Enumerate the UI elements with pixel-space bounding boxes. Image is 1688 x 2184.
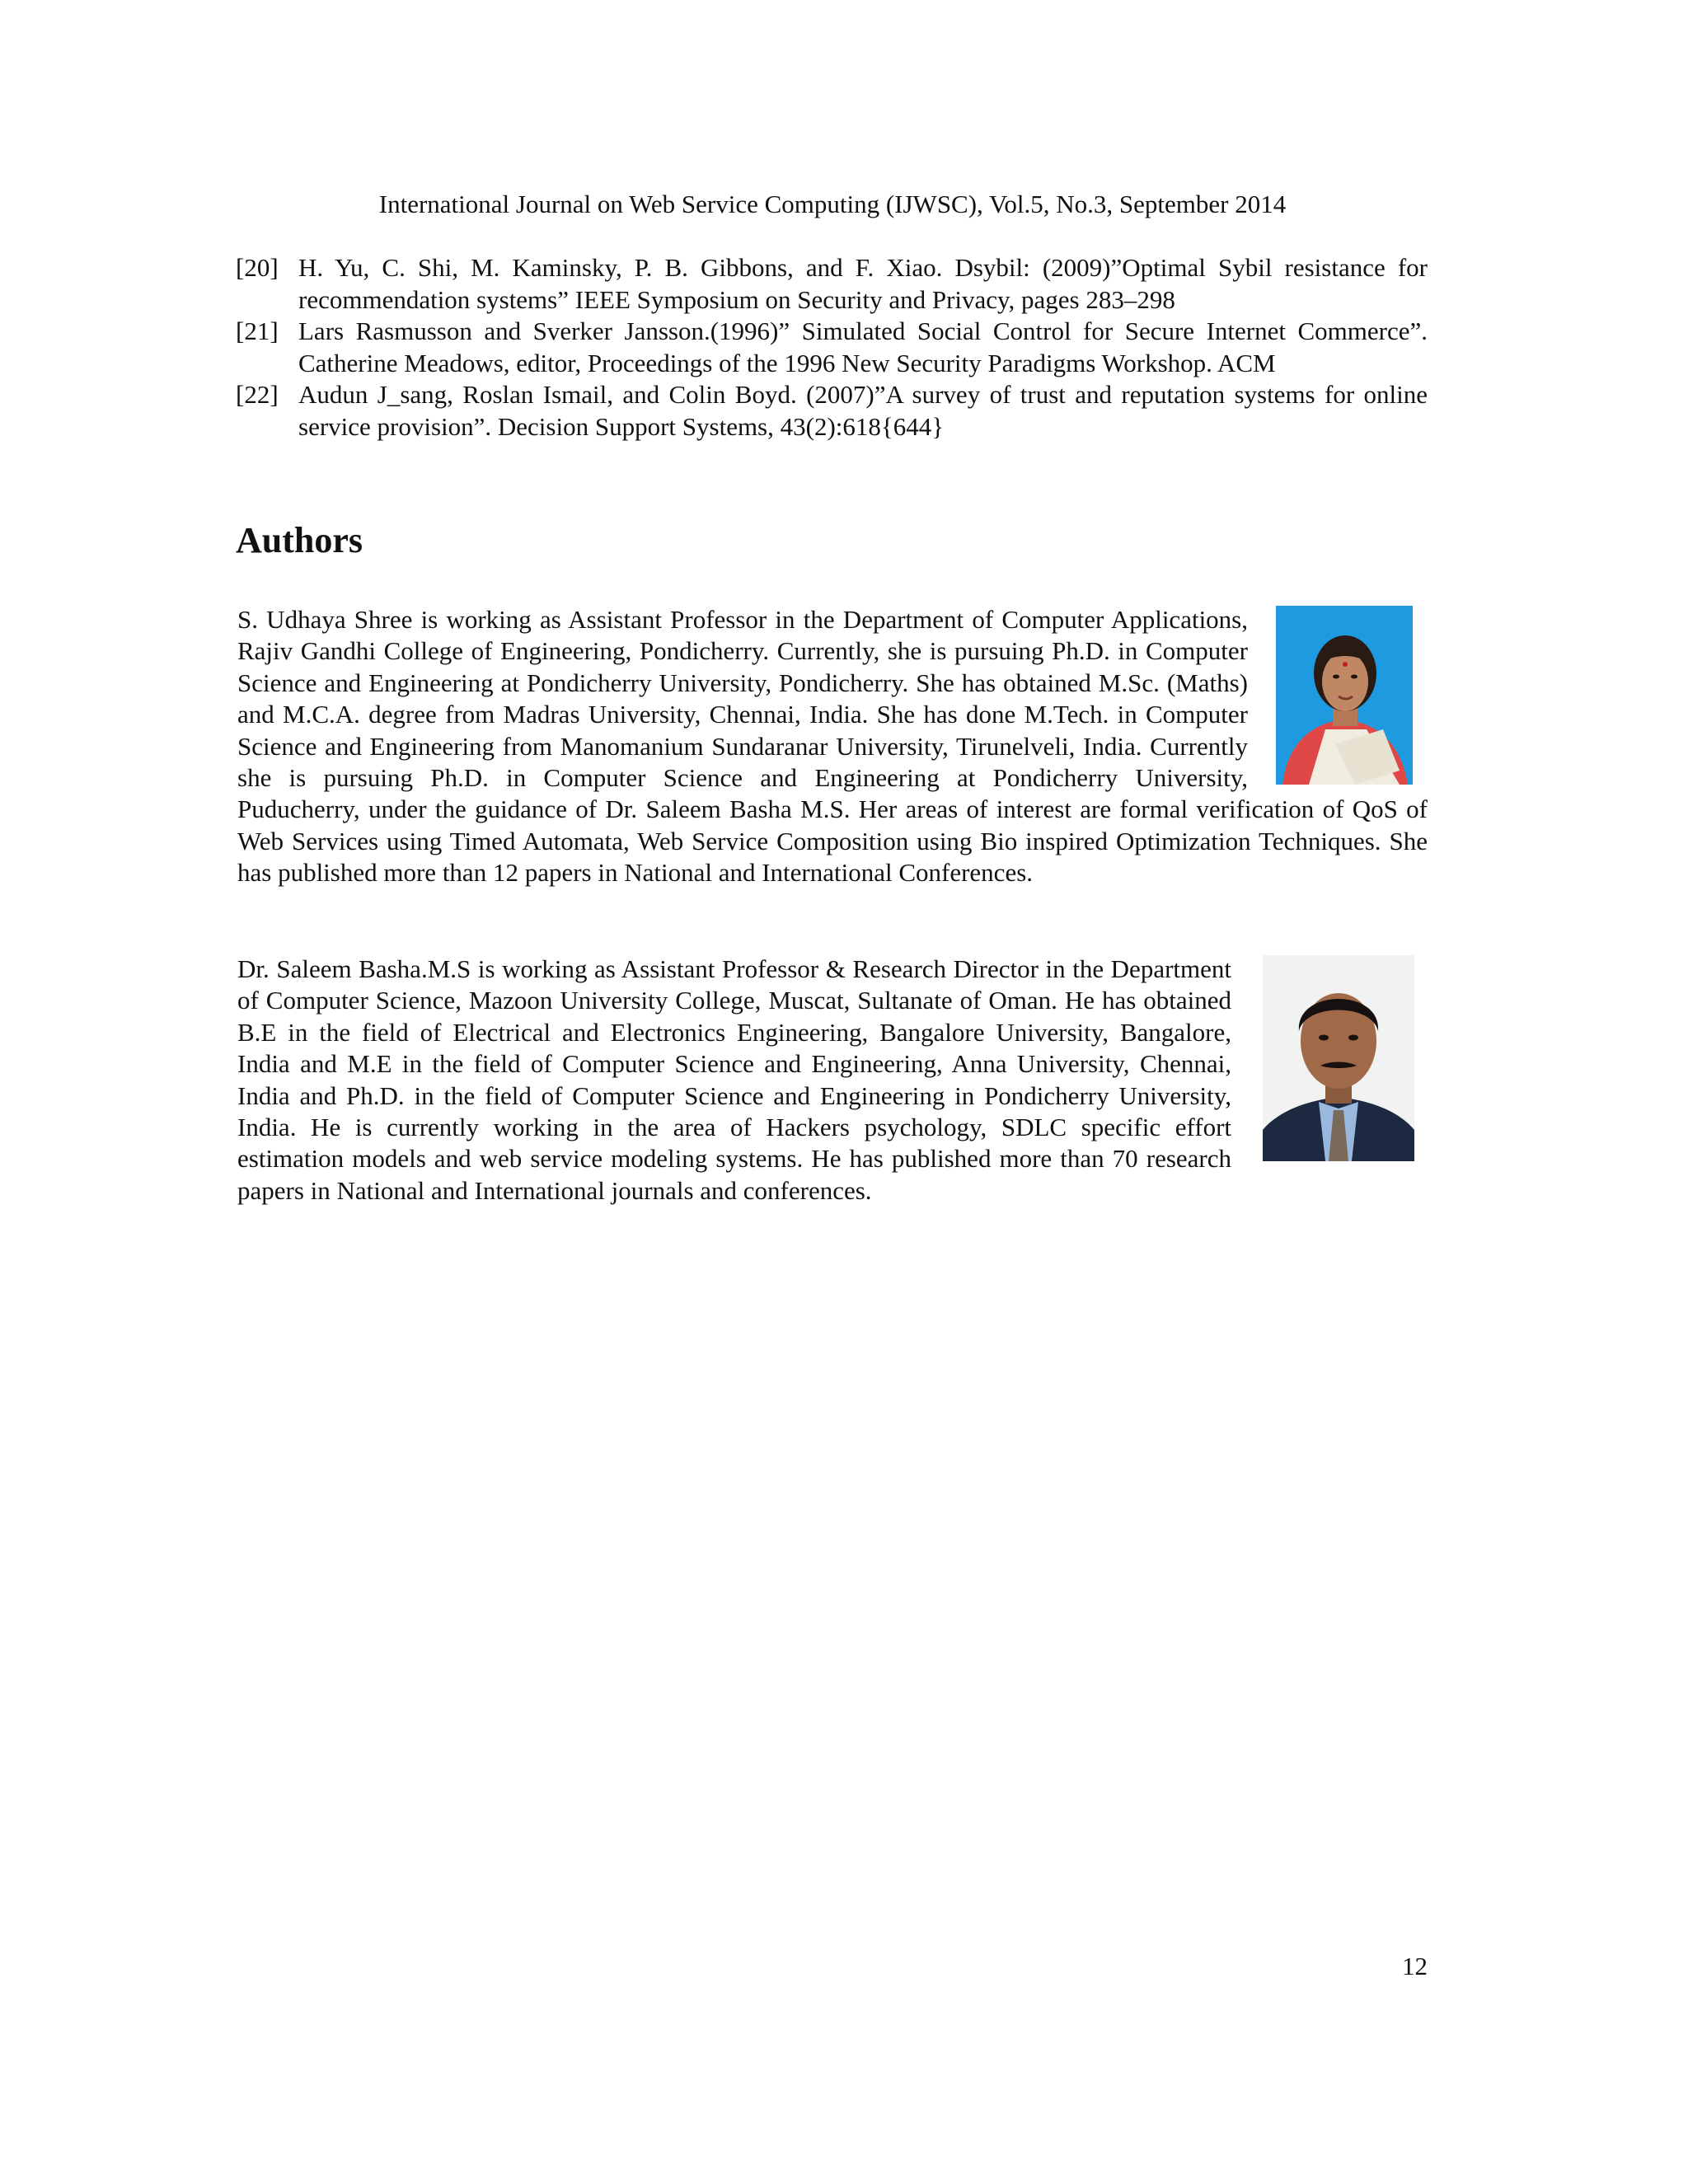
authors-heading: Authors	[236, 520, 363, 560]
page-number: 12	[1402, 1952, 1428, 1980]
journal-header: International Journal on Web Service Computing (IJWSC), Vol.5, No.3, September 2014	[378, 190, 1287, 218]
author-photo	[1263, 955, 1414, 1161]
reference-number: [20]	[236, 253, 279, 282]
reference-text: H. Yu, C. Shi, M. Kaminsky, P. B. Gibbons, and F. Xiao. Dsybil: (2009)”Optimal Sybil resistance for recommendation systems” IEEE Symposium on Security and Privacy, pages 283–298	[298, 253, 1428, 314]
reference-item	[236, 252, 1428, 316]
author-bio	[237, 604, 1428, 889]
author-bio-text: Dr. Saleem Basha.M.S is working as Assistant Professor & Research Director in the Department of Computer Science, Mazoon University College, Muscat, Sultanate of Oman. He has obtained B.E in the field of Electrical and Electronics Engineering, Bangalore University, Bangalore, India and M.E in the field of Computer Science and Engineering, Anna University, Chennai, India and Ph.D. in the field of Computer Science and Engineering in Pondicherry University, India. He is currently working in the area of Hackers psychology, SDLC specific effort estimation models and web service modeling systems. He has published more than 70 research papers in National and International journals and conferences.	[237, 954, 1231, 1205]
author-bio	[237, 954, 1428, 1207]
author-photo	[1276, 606, 1413, 785]
reference-number: [22]	[236, 380, 279, 409]
reference-item	[236, 379, 1428, 443]
author-bio-text: S. Udhaya Shree is working as Assistant Professor in the Department of Computer Applications, Rajiv Gandhi College of Engineering, Pondicherry. Currently, she is pursuing Ph.D. in Computer Science and Engineering at Pondicherry University, Pondicherry. She has obtained M.Sc. (Maths) and M.C.A. degree from Madras University, Chennai, India. She has done M.Tech. in Computer Science and Engineering from Manomanium Sundaranar University, Tirunelveli, India. Currently she is pursuing Ph.D. in Computer Science and Engineering at Pondicherry University, Puducherry, under the guidance of Dr. Saleem Basha M.S. Her areas of interest are formal verification of QoS of Web Services using Timed Automata, Web Service Composition using Bio inspired Optimization Techniques. She has published more than 12 papers in National and International Conferences.	[237, 605, 1428, 888]
reference-number: [21]	[236, 316, 279, 345]
reference-text: Audun J_sang, Roslan Ismail, and Colin Boyd. (2007)”A survey of trust and reputation systems for online service provision”. Decision Support Systems, 43(2):618{644}	[298, 380, 1428, 441]
reference-item	[236, 316, 1428, 379]
reference-text: Lars Rasmusson and Sverker Jansson.(1996)” Simulated Social Control for Secure Internet Commerce”. Catherine Meadows, editor, Proceedings of the 1996 New Security Paradigms Workshop. ACM	[298, 316, 1428, 377]
reference-list	[236, 252, 1428, 443]
